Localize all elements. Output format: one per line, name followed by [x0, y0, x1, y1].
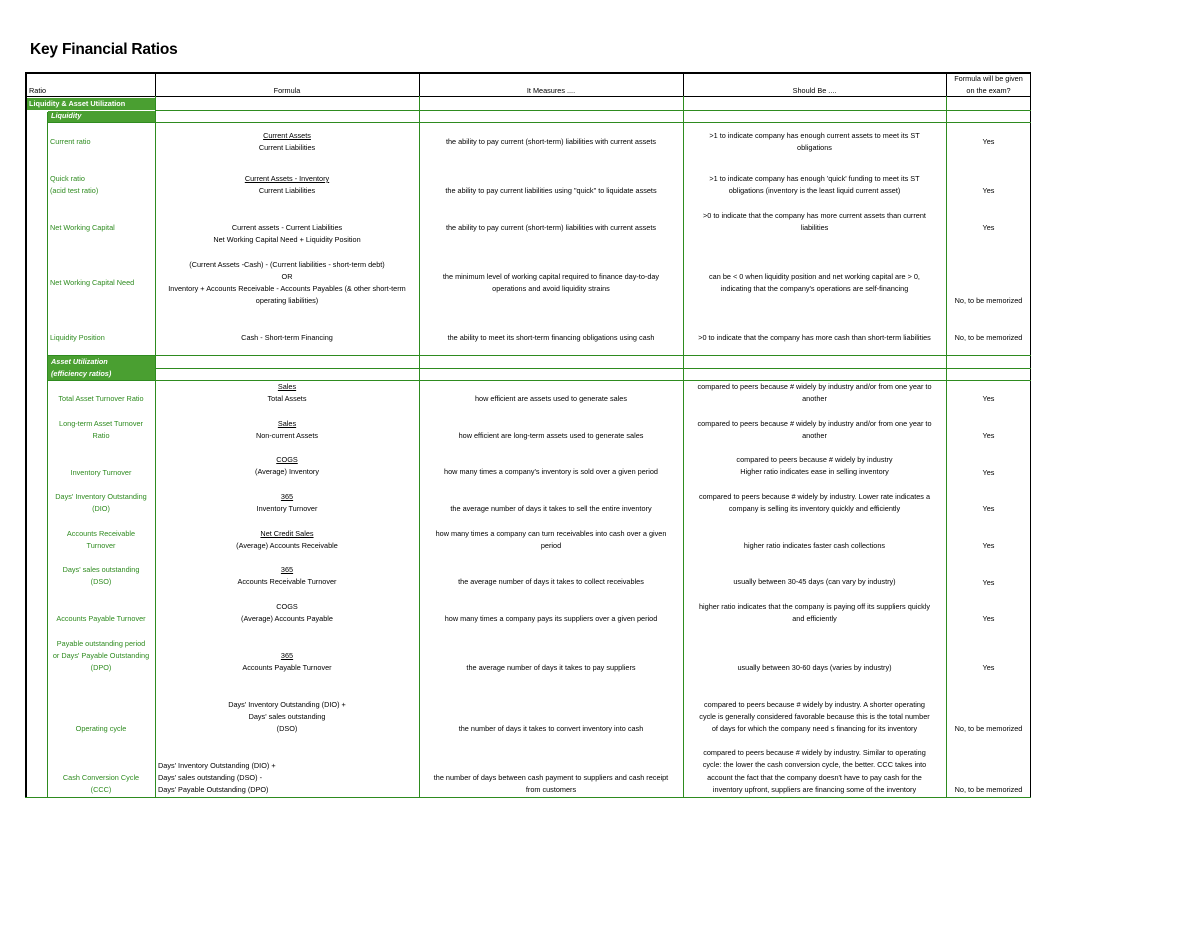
- formula-numerator: Sales: [277, 419, 297, 428]
- measures-text: the average number of days it takes to pay suppliers: [466, 663, 636, 672]
- should-be-text: compared to peers because # widely by industry and/or from one year to: [697, 382, 932, 391]
- should-be-text: compared to peers because # widely by industry. A shorter operating: [704, 700, 925, 709]
- formula-numerator: Sales: [277, 382, 297, 391]
- exam-answer: Yes: [982, 663, 995, 672]
- ratios-table: [25, 72, 1031, 798]
- ratio-name: Liquidity Position: [50, 333, 105, 342]
- should-be-text: higher ratio indicates faster cash collections: [743, 541, 886, 550]
- header-measures: It Measures ....: [526, 86, 576, 95]
- formula-line: operating liabilities): [255, 296, 319, 305]
- ratio-name: (DSO): [90, 577, 112, 586]
- should-be-text: company is selling its inventory quickly and efficiently: [728, 504, 901, 513]
- measures-text: how many times a company's inventory is sold over a given period: [444, 467, 658, 476]
- formula-line: Days' Inventory Outstanding (DIO) +: [228, 700, 346, 709]
- formula-denominator: Current Liabilities: [258, 143, 316, 152]
- col-line-3: [683, 96, 684, 798]
- should-be-text: obligations (inventory is the least liquid current asset): [728, 186, 901, 195]
- ratio-name: Quick ratio: [50, 174, 85, 183]
- should-be-text: and efficiently: [792, 614, 837, 623]
- measures-text: the average number of days it takes to collect receivables: [458, 577, 644, 586]
- row-line: [155, 110, 1031, 111]
- measures-text: the ability to meet its short-term financing obligations using cash: [447, 333, 655, 342]
- exam-answer: Yes: [982, 223, 995, 232]
- formula-denominator: Current Liabilities: [258, 186, 316, 195]
- formula-denominator: Accounts Payable Turnover: [242, 663, 332, 672]
- should-be-text: cycle: the lower the cash conversion cycle, the better. CCC takes into: [702, 760, 927, 769]
- should-be-text: another: [802, 431, 827, 440]
- exam-answer: Yes: [982, 578, 995, 587]
- should-be-text: of days for which the company need s financing for its inventory: [711, 724, 918, 733]
- measures-text: operations and avoid liquidity strains: [492, 284, 610, 293]
- ratio-name: Current ratio: [50, 137, 91, 146]
- formula-numerator: 365: [280, 565, 294, 574]
- section-title-asset-utilization: Asset Utilization: [51, 357, 108, 366]
- formula-numerator: Net Credit Sales: [260, 529, 314, 538]
- formula-line: Days' Inventory Outstanding (DIO) +: [158, 761, 276, 770]
- exam-answer: Yes: [982, 394, 995, 403]
- formula-numerator: COGS: [276, 602, 298, 611]
- should-be-text: compared to peers because # widely by industry. Lower rate indicates a: [698, 492, 931, 501]
- formula-denominator: (Average) Inventory: [255, 467, 319, 476]
- ratio-name: (acid test ratio): [50, 186, 99, 195]
- row-line: [47, 355, 1031, 356]
- ratio-name: Payable outstanding period: [56, 639, 146, 648]
- col-line-4: [946, 96, 947, 798]
- header-should-be: Should Be ....: [792, 86, 837, 95]
- formula-denominator: (Average) Accounts Payable: [241, 614, 333, 623]
- measures-text: from customers: [525, 785, 577, 794]
- should-be-text: Higher ratio indicates ease in selling inventory: [740, 467, 889, 476]
- measures-text: the average number of days it takes to sell the entire inventory: [450, 504, 652, 513]
- section-title-liquidity: Liquidity: [51, 111, 82, 120]
- should-be-text: usually between 30-45 days (can vary by industry): [733, 577, 896, 586]
- ratio-name: Total Asset Turnover Ratio: [58, 394, 144, 403]
- formula-line: (Current Assets -Cash) - (Current liabilities - short-term debt): [189, 260, 385, 269]
- should-be-text: compared to peers because # widely by industry. Similar to operating: [703, 748, 926, 757]
- row-line: [155, 368, 1031, 369]
- table-bottom-border: [25, 797, 1031, 798]
- should-be-text: compared to peers because # widely by industry and/or from one year to: [697, 419, 932, 428]
- section-title-liquidity-asset: Liquidity & Asset Utilization: [29, 99, 126, 108]
- measures-text: the number of days between cash payment to suppliers and cash receipt: [433, 773, 669, 782]
- formula-numerator: 365: [280, 492, 294, 501]
- formula-denominator: Accounts Receivable Turnover: [237, 577, 337, 586]
- formula-line: Current assets - Current Liabilities: [231, 223, 343, 232]
- formula-denominator: Total Assets: [267, 394, 307, 403]
- should-be-text: >0 to indicate that the company has more current assets than current: [703, 211, 926, 220]
- should-be-text: indicating that the company's operations are self-financing: [720, 284, 909, 293]
- measures-text: the number of days it takes to convert inventory into cash: [458, 724, 644, 733]
- formula-denominator: Inventory Turnover: [256, 504, 318, 513]
- measures-text: how many times a company pays its suppliers over a given period: [444, 614, 658, 623]
- exam-answer: Yes: [982, 137, 995, 146]
- section-title-asset-utilization: (efficiency ratios): [51, 369, 112, 378]
- exam-answer: Yes: [982, 541, 995, 550]
- ratio-name: (CCC): [90, 785, 112, 794]
- table-top-border: [25, 72, 1031, 74]
- formula-line: OR: [281, 272, 293, 281]
- should-be-text: liabilities: [800, 223, 829, 232]
- exam-answer: Yes: [982, 614, 995, 623]
- formula-line: (DSO): [276, 724, 298, 733]
- exam-answer: No, to be memorized: [954, 296, 1023, 305]
- ratio-name: or Days' Payable Outstanding: [52, 651, 150, 660]
- table-left-border: [25, 72, 27, 798]
- should-be-text: another: [802, 394, 827, 403]
- exam-answer: Yes: [982, 431, 995, 440]
- header-exam: on the exam?: [966, 86, 1011, 95]
- ratio-name: Days' Inventory Outstanding: [55, 492, 147, 501]
- measures-text: how many times a company can turn receivables into cash over a given: [435, 529, 667, 538]
- ratio-name: Net Working Capital Need: [50, 278, 135, 287]
- exam-answer: Yes: [982, 504, 995, 513]
- col-line-1: [155, 96, 156, 798]
- formula-line: Days' Payable Outstanding (DPO): [158, 785, 269, 794]
- formula-numerator: Current Assets: [263, 131, 311, 140]
- page-title: Key Financial Ratios: [30, 41, 178, 58]
- formula-line: Cash - Short-term Financing: [241, 333, 333, 342]
- measures-text: the ability to pay current (short-term) liabilities with current assets: [445, 137, 657, 146]
- exam-answer: Yes: [982, 468, 995, 477]
- should-be-text: obligations: [797, 143, 832, 152]
- should-be-text: >0 to indicate that the company has more cash than short-term liabilities: [698, 333, 931, 342]
- measures-text: the ability to pay current (short-term) liabilities with current assets: [445, 223, 657, 232]
- ratio-name: Operating cycle: [75, 724, 127, 733]
- measures-text: the minimum level of working capital required to finance day-to-day: [442, 272, 660, 281]
- ratio-name: Net Working Capital: [50, 223, 115, 232]
- ratio-name: (DIO): [92, 504, 110, 513]
- col-line-2: [419, 96, 420, 798]
- formula-numerator: Current Assets - Inventory: [244, 174, 330, 183]
- measures-text: how efficient are assets used to generate sales: [475, 394, 627, 403]
- should-be-text: >1 to indicate company has enough 'quick' funding to meet its ST: [709, 174, 920, 183]
- exam-answer: No, to be memorized: [954, 724, 1023, 733]
- should-be-text: >1 to indicate company has enough current assets to meet its ST: [709, 131, 920, 140]
- ratio-name: Long-term Asset Turnover: [59, 419, 143, 428]
- formula-denominator: (Average) Accounts Receivable: [236, 541, 338, 550]
- ratio-name: Ratio: [92, 431, 110, 440]
- ratio-name: (DPO): [90, 663, 112, 672]
- formula-line: Days' sales outstanding (DSO) -: [158, 773, 262, 782]
- measures-text: how efficient are long-term assets used to generate sales: [458, 431, 644, 440]
- ratio-name: Days' sales outstanding: [62, 565, 140, 574]
- exam-answer: No, to be memorized: [954, 333, 1023, 342]
- should-be-text: usually between 30-60 days (varies by industry): [737, 663, 892, 672]
- measures-text: period: [540, 541, 562, 550]
- should-be-text: inventory upfront, suppliers are financing some of the inventory: [712, 785, 917, 794]
- should-be-text: cycle is generally considered favorable because this is the total number: [699, 712, 930, 721]
- formula-line: Inventory + Accounts Receivable - Accounts Payables (& other short-term: [168, 284, 406, 293]
- formula-line: Days' sales outstanding: [248, 712, 326, 721]
- ratio-name: Accounts Payable Turnover: [56, 614, 146, 623]
- ratio-name: Turnover: [86, 541, 116, 550]
- ratio-name: Cash Conversion Cycle: [62, 773, 140, 782]
- indent-line: [47, 112, 48, 798]
- measures-text: the ability to pay current liabilities using "quick" to liquidate assets: [445, 186, 657, 195]
- should-be-text: account the fact that the company doesn't have to pay cash for the: [707, 773, 922, 782]
- should-be-text: compared to peers because # widely by industry: [736, 455, 893, 464]
- formula-denominator: Non-current Assets: [255, 431, 319, 440]
- header-exam: Formula will be given: [954, 74, 1023, 83]
- should-be-text: higher ratio indicates that the company is paying off its suppliers quickly: [698, 602, 931, 611]
- row-line: [47, 122, 1031, 123]
- formula-numerator: COGS: [276, 455, 298, 464]
- ratio-name: Accounts Receivable: [66, 529, 136, 538]
- ratio-name: Inventory Turnover: [70, 468, 132, 477]
- header-formula: Formula: [273, 86, 301, 95]
- should-be-text: can be < 0 when liquidity position and net working capital are > 0,: [709, 272, 920, 281]
- header-ratio: Ratio: [29, 86, 47, 95]
- exam-answer: No, to be memorized: [954, 785, 1023, 794]
- formula-numerator: 365: [280, 651, 294, 660]
- exam-answer: Yes: [982, 186, 995, 195]
- formula-line: Net Working Capital Need + Liquidity Position: [213, 235, 361, 244]
